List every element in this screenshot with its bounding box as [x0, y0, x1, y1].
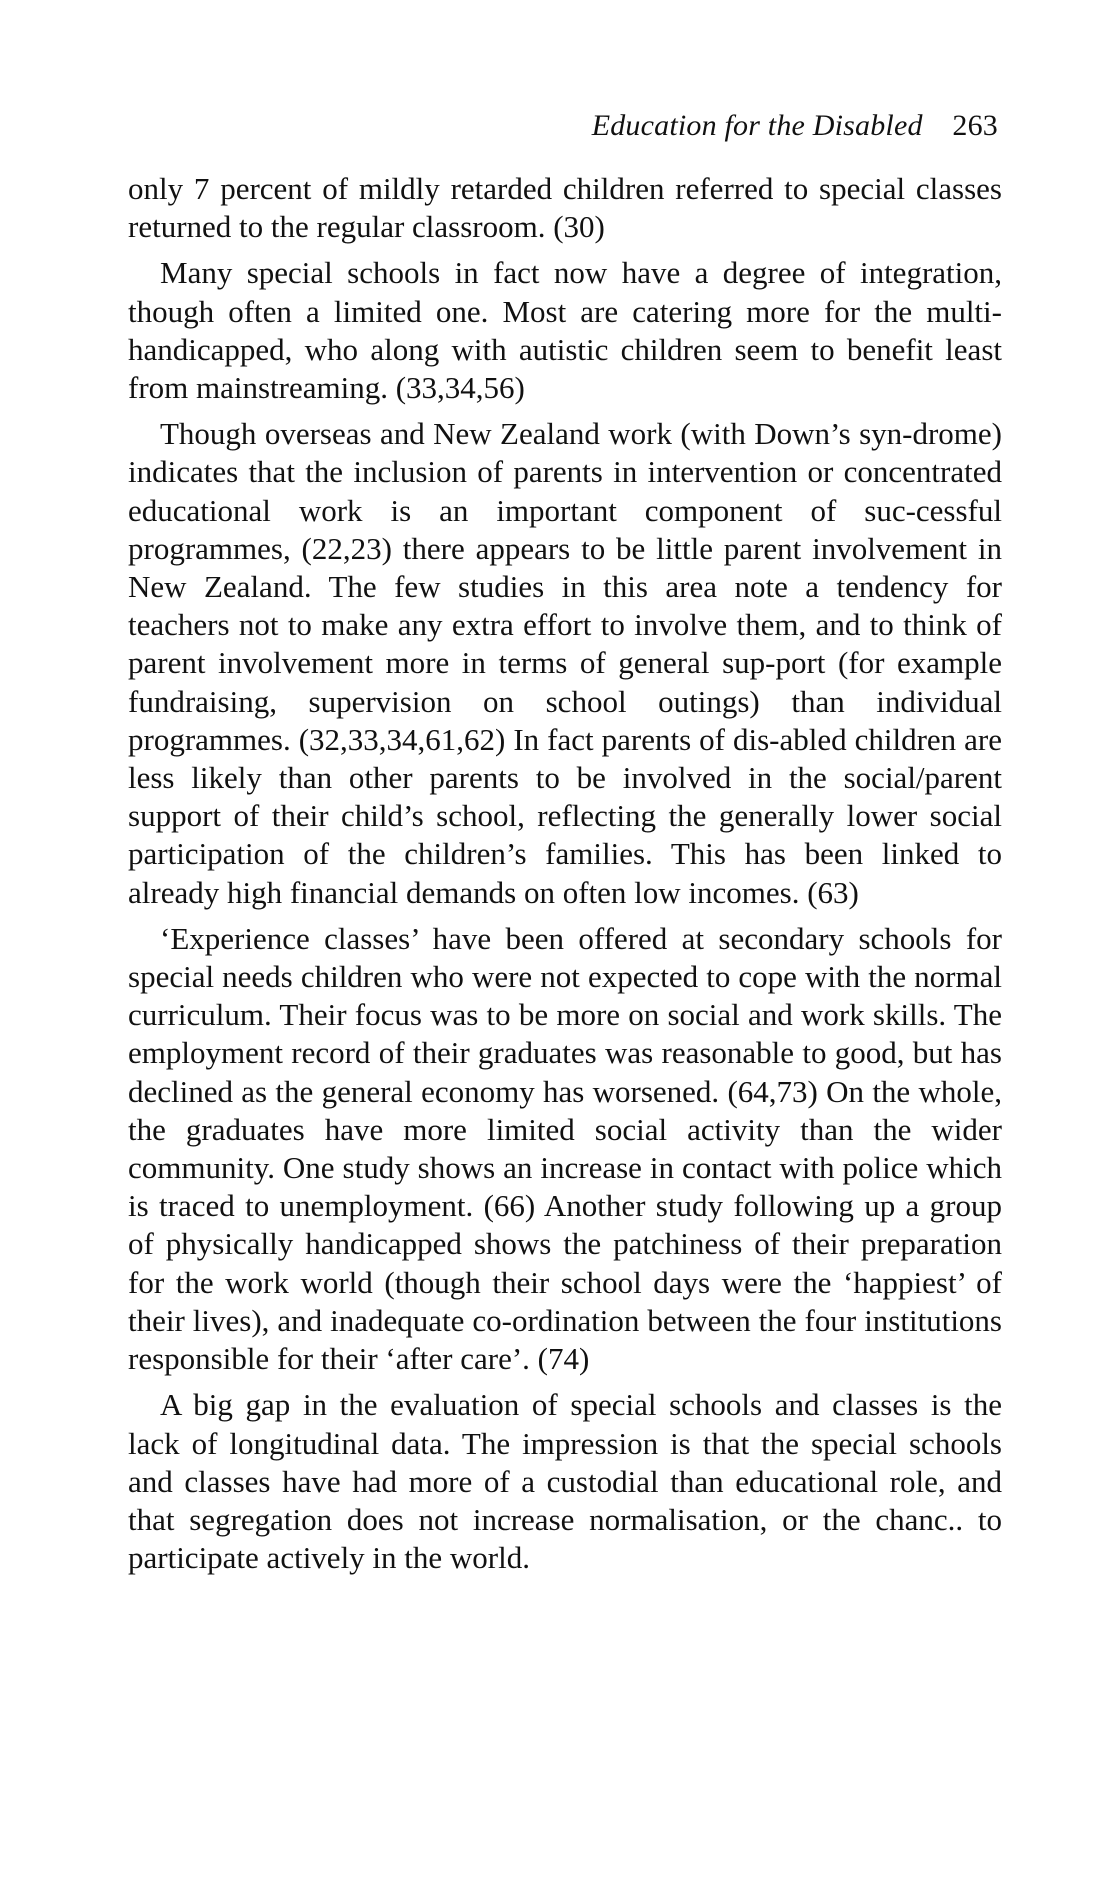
- paragraph-evaluation-gap: A big gap in the evaluation of special schools and classes is the lack of longitudinal data. The impression is that the special schools and classes have had more of a custodial than educational role, and that segregation does not increase normalisation, or the chanc.. to participate actively in the world.: [128, 1387, 1002, 1576]
- page-number: 263: [952, 109, 998, 142]
- paragraph-experience-classes: ‘Experience classes’ have been offered at secondary schools for special needs children who were not expected to cope with the normal curriculum. Their focus was to be more on social and work skills. The employment record of their graduates was reasonable to good, but has declined as the general economy has worsened. (64,73) On the whole, the graduates have more limited social activity than the wider community. One study shows an increase in contact with police which is traced to unemployment. (66) Another study following up a group of physically handicapped shows the patchiness of their preparation for the work world (though their school days were the ‘happiest’ of their lives), and inadequate co-ordination between the four institutions responsible for their ‘after care’. (74): [128, 920, 1002, 1377]
- paragraph-parent-involvement: Though overseas and New Zealand work (with Down’s syn-drome) indicates that the inclusion of parents in intervention or concentrated educational work is an important component of suc-cessful programmes, (22,23) there appears to be little parent involvement in New Zealand. The few studies in this area note a tendency for teachers not to make any extra effort to involve them, and to think of parent involvement more in terms of general sup-port (for example fundraising, supervision on school outings) than individual programmes. (32,33,34,61,62) In fact parents of dis-abled children are less likely than other parents to be involved in the social/parent support of their child’s school, reflecting the generally lower social participation of the children’s families. This has been linked to already high financial demands on often low incomes. (63): [128, 416, 1002, 910]
- body-text: [128, 170, 1002, 1585]
- paragraph-continuation: only 7 percent of mildly retarded children referred to special classes returned to the regular classroom. (30): [128, 171, 1002, 245]
- paragraph-special-schools-integration: Many special schools in fact now have a degree of integration, though often a limited one. Most are catering more for the multi-handicapped, who along with autistic children seem to benefit least from mainstreaming. (33,34,56): [128, 255, 1002, 406]
- running-title: Education for the Disabled: [591, 109, 923, 142]
- running-header: [592, 108, 998, 144]
